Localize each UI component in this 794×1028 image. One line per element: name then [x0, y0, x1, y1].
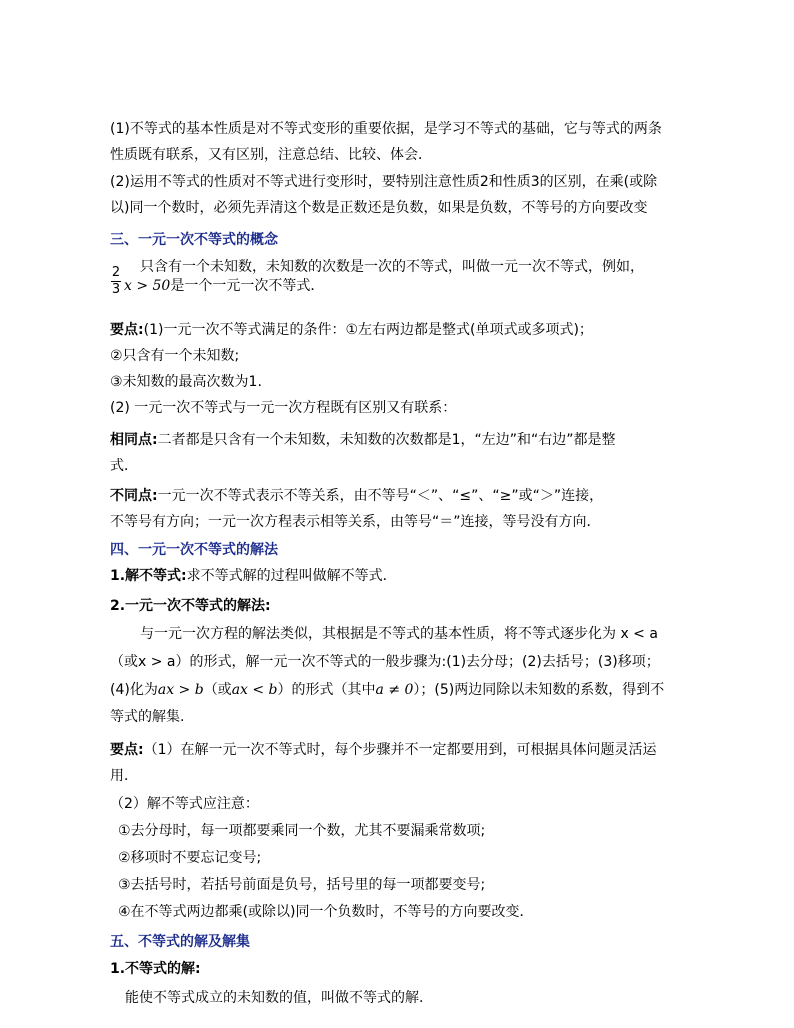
- key-item: ③未知数的最高次数为1.: [110, 374, 262, 390]
- math-expression: ax < b: [231, 682, 278, 698]
- subsection-line: [110, 566, 397, 586]
- key-item: ③去括号时，若括号前面是负号，括号里的每一项都要变号;: [118, 877, 486, 893]
- subsection-label: 1.不等式的解:: [110, 961, 201, 977]
- key-label: 要点:: [110, 742, 144, 758]
- definition-text: 只含有一个未知数，未知数的次数是一次的不等式，叫做一元一次不等式，例如，: [140, 259, 644, 275]
- fraction-denominator: 3: [111, 282, 121, 297]
- subsection-label: 2.一元一次不等式的解法:: [110, 598, 271, 614]
- same-label: 相同点:: [110, 432, 158, 448]
- para-text: 式．: [110, 458, 138, 474]
- section-heading: 四、一元一次不等式的解法: [110, 542, 278, 558]
- para-text: 能使不等式成立的未知数的值，叫做不等式的解.: [125, 990, 424, 1006]
- subsection-text: 求不等式解的过程叫做解不等式．: [186, 568, 397, 584]
- key-label: 要点:: [110, 322, 144, 338]
- diff-label: 不同点:: [110, 488, 158, 504]
- diff-point-line: [110, 486, 603, 506]
- fraction-numerator: 2: [111, 265, 121, 280]
- key-text: (1)一元一次不等式满足的条件：①左右两边都是整式(单项式或多项式)；: [143, 322, 593, 338]
- key-item: ②只含有一个未知数;: [110, 348, 240, 364]
- same-point-line: [110, 430, 616, 450]
- key-item: ①去分母时，每一项都要乘同一个数，尤其不要漏乘常数项;: [118, 823, 486, 839]
- para-text: 不等号有方向；一元一次方程表示相等关系，由等号“＝”连接，等号没有方向．: [110, 514, 601, 530]
- text-segment: ）的形式（其中: [277, 682, 376, 698]
- para-text: 性质既有联系，又有区别，注意总结、比较、体会．: [110, 147, 432, 163]
- method-text: （或x > a）的形式，解一元一次不等式的一般步骤为:(1)去分母；(2)去括号；(3)移项；: [110, 654, 660, 670]
- example-tail: 是一个一元一次不等式．: [170, 278, 325, 294]
- key-point-line: [110, 740, 657, 760]
- key-point-line: [110, 320, 593, 340]
- method-text: 等式的解集.: [110, 709, 185, 725]
- method-text: 与一元一次方程的解法类似，其根据是不等式的基本性质，将不等式逐步化为 x < a: [140, 626, 658, 642]
- text-segment: (4)化为: [110, 682, 158, 698]
- method-steps-line: [110, 680, 664, 700]
- section-heading: 五、不等式的解及解集: [110, 934, 250, 950]
- diff-text: 一元一次不等式表示不等关系，由不等号“＜”、“≤”、“≥”或“＞”连接，: [157, 488, 604, 504]
- section-heading: 三、一元一次不等式的概念: [110, 232, 278, 248]
- text-segment: （或: [203, 682, 232, 698]
- math-expression: x > 50: [124, 278, 171, 294]
- key-item: ②移项时不要忘记变号;: [118, 850, 262, 866]
- same-text: 二者都是只含有一个未知数，未知数的次数都是1，“左边”和“右边”都是整: [157, 432, 616, 448]
- math-expression: ax > b: [157, 682, 204, 698]
- para-text: (2)运用不等式的性质对不等式进行变形时，要特别注意性质2和性质3的区别，在乘(或除: [110, 174, 658, 190]
- key-item: （2）解不等式应注意：: [110, 796, 259, 812]
- key-item: 用．: [110, 768, 138, 784]
- subsection-label: 1.解不等式:: [110, 568, 187, 584]
- key-text: （1）在解一元一次不等式时，每个步骤并不一定都要用到，可根据具体问题灵活运: [143, 742, 657, 758]
- key-item: (2) 一元一次不等式与一元一次方程既有区别又有联系：: [110, 400, 457, 416]
- text-segment: ）；(5)两边同除以未知数的系数，得到不: [413, 682, 665, 698]
- math-expression: a ≠ 0: [375, 682, 414, 698]
- example-line: [124, 276, 324, 296]
- key-item: ④在不等式两边都乘(或除以)同一个负数时，不等号的方向要改变．: [118, 904, 534, 920]
- para-text: (1)不等式的基本性质是对不等式变形的重要依据，是学习不等式的基础，它与等式的两条: [110, 121, 662, 137]
- para-text: 以)同一个数时，必须先弄清这个数是正数还是负数，如果是负数，不等号的方向要改变: [110, 200, 648, 216]
